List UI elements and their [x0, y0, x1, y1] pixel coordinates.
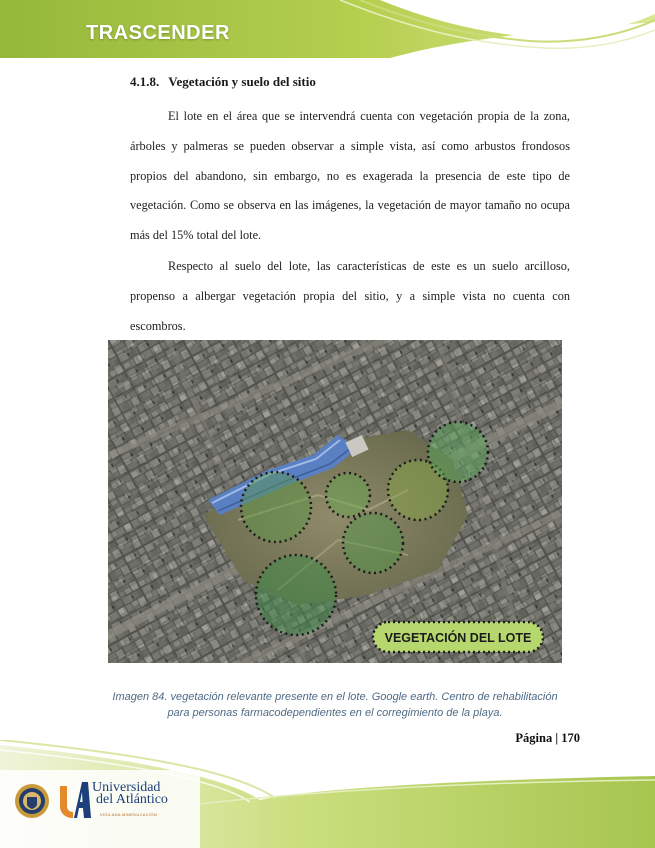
figure-caption: Imagen 84. vegetación relevante presente en el lote. Google earth. Centro de rehabilitación para personas farmacodependientes en el corregimiento de la playa.	[112, 691, 558, 719]
university-tagline: VIGILADA MINEDUCACIÓN	[100, 812, 157, 817]
paragraph-2-text: Respecto al suelo del lote, las características de este es un suelo arcilloso, propenso a albergar vegetación propia del sitio, y a simple vista no cuenta con escombros.	[130, 259, 570, 333]
figure-label: VEGETACIÓN DEL LOTE	[384, 631, 532, 645]
section-title: Vegetación y suelo del sitio	[168, 74, 316, 89]
university-name-line-2: del Atlántico	[96, 792, 168, 807]
university-seal-logo	[14, 783, 50, 819]
paragraph-1-text: El lote en el área que se intervendrá cuenta con vegetación propia de la zona, árboles y palmeras se pueden observar a simple vista, así como arbustos frondosos propios del abandono, sin embargo, no es exagerada la presencia de este tipo de vegetación. Como se observa en las imágenes, la vegetación de mayor tamaño no ocupa más del 15% total del lote.	[130, 109, 570, 243]
paragraph-vegetation	[130, 102, 570, 251]
university-name	[92, 782, 168, 806]
page-number: Página | 170	[515, 731, 580, 745]
section-number: 4.1.8.	[130, 74, 160, 89]
header-title: TRASCENDER	[86, 22, 230, 44]
satellite-map	[108, 340, 562, 663]
satellite-image	[108, 340, 562, 663]
paragraph-soil	[130, 252, 570, 341]
section-heading	[130, 74, 316, 90]
university-name-line-1: Universidad	[92, 780, 161, 795]
university-ua-logo	[58, 778, 92, 820]
